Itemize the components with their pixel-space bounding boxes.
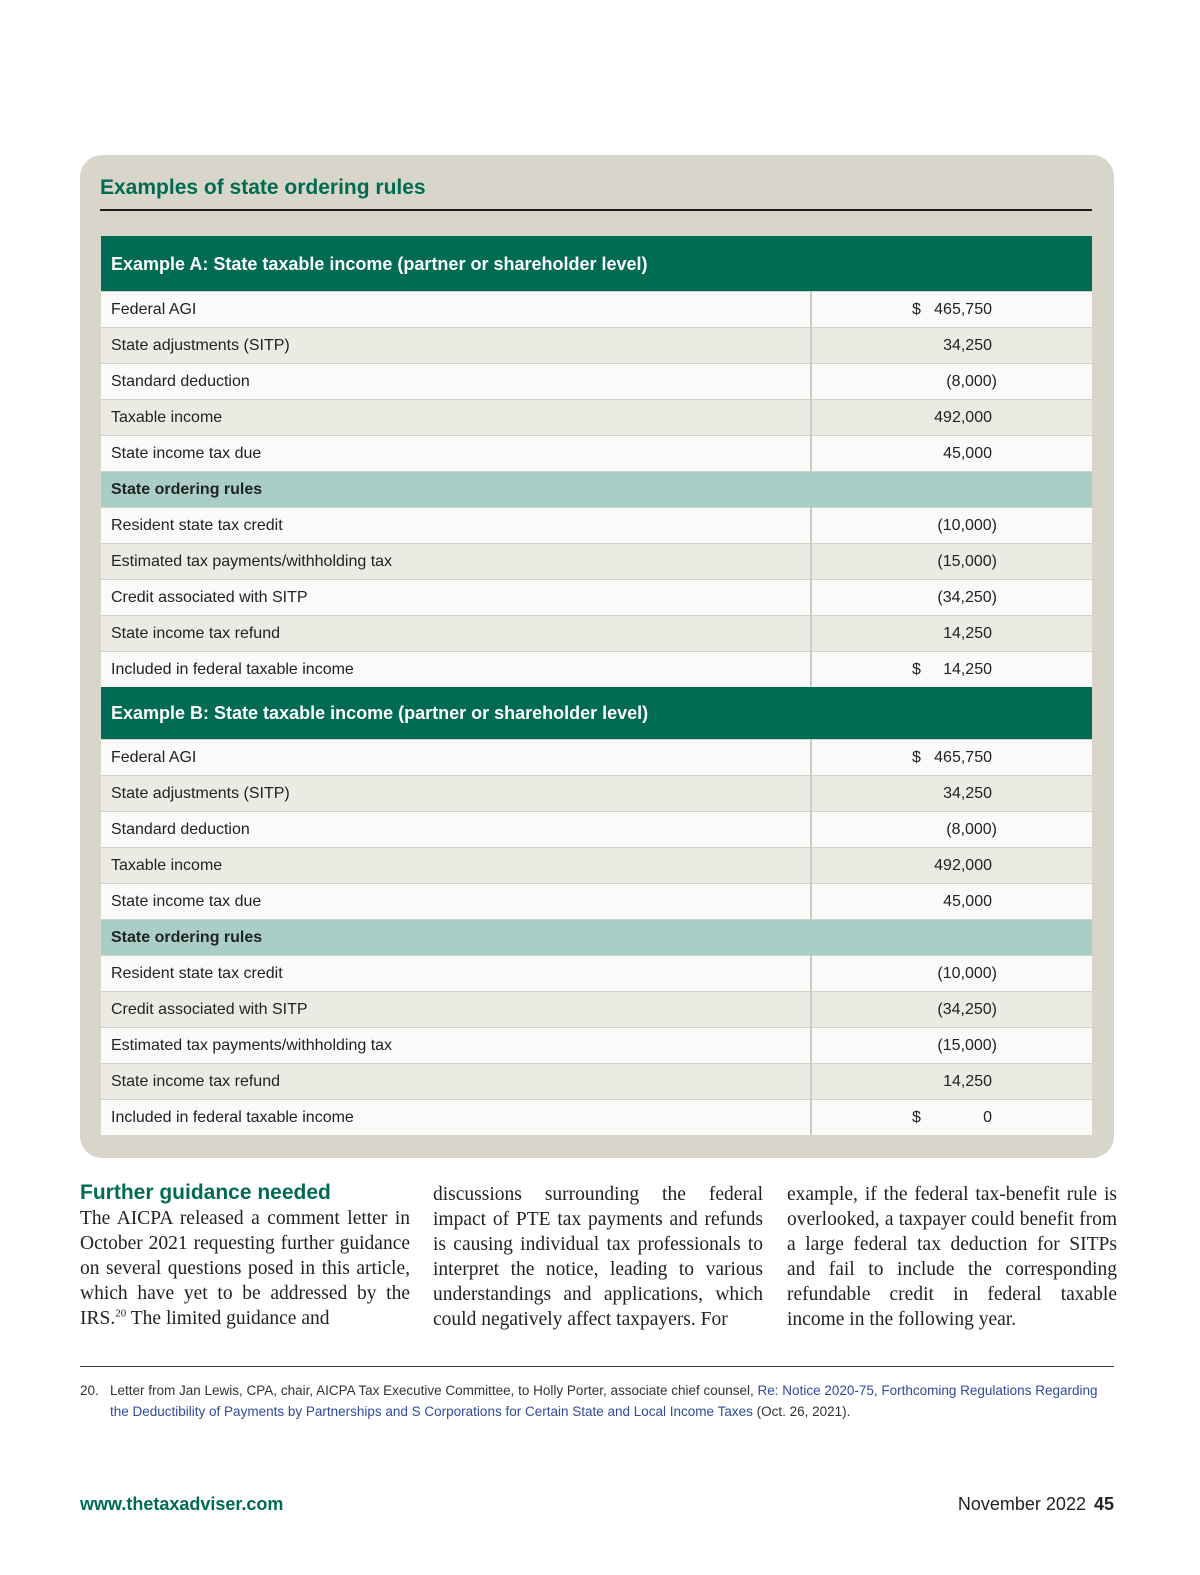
row-value-cell [811, 544, 1092, 580]
row-label: Resident state tax credit [101, 508, 811, 544]
table-row [101, 812, 1092, 848]
article-column-3 [787, 1182, 1117, 1332]
row-value-cell [811, 400, 1092, 436]
table-row [101, 400, 1092, 436]
row-value: (15,000) [937, 552, 997, 570]
page-number: 45 [1093, 1494, 1114, 1514]
table-row [101, 956, 1092, 992]
row-value-cell [811, 328, 1092, 364]
col1-tail: The limited guidance and [126, 1308, 330, 1329]
row-label: Included in federal taxable income [101, 652, 811, 688]
row-value: 14,250 [943, 660, 992, 678]
table-row [101, 848, 1092, 884]
footnote-rule [80, 1366, 1114, 1367]
article-column-1 [80, 1180, 410, 1331]
table-row [101, 776, 1092, 812]
table-subheader: State ordering rules [101, 920, 1092, 956]
table-header: Example A: State taxable income (partner or shareholder level) [101, 236, 1092, 292]
row-value: 45,000 [943, 892, 992, 910]
table-row [101, 884, 1092, 920]
footer-date: November 2022 [957, 1494, 1086, 1514]
row-value-cell [811, 616, 1092, 652]
article-paragraph-2: discussions surrounding the federal impact of PTE tax payments and refunds is causing individual tax professionals to interpret the notice, leading to various understandings and applications, which could negatively affect taxpayers. For [433, 1184, 763, 1330]
table-row [101, 292, 1092, 328]
table-row [101, 1064, 1092, 1100]
table-row [101, 580, 1092, 616]
dollar-sign: $ [912, 300, 921, 318]
row-label: Credit associated with SITP [101, 992, 811, 1028]
col1-text: The AICPA released a comment letter in October 2021 requesting further guidance on several questions posed in this article, which have yet to be addressed by the IRS. [80, 1208, 410, 1329]
table-row [101, 436, 1092, 472]
row-label: Taxable income [101, 400, 811, 436]
row-value-cell [811, 652, 1092, 688]
article-paragraph-1 [80, 1206, 410, 1331]
footer-url[interactable]: www.thetaxadviser.com [80, 1494, 284, 1514]
row-label: Estimated tax payments/withholding tax [101, 544, 811, 580]
row-label: Included in federal taxable income [101, 1100, 811, 1136]
row-value-cell [811, 740, 1092, 776]
row-label: Credit associated with SITP [101, 580, 811, 616]
row-value-cell [811, 812, 1092, 848]
row-value: (10,000) [937, 964, 997, 982]
row-label: State adjustments (SITP) [101, 328, 811, 364]
row-label: Standard deduction [101, 812, 811, 848]
row-value: 492,000 [934, 408, 992, 426]
row-label: State income tax due [101, 884, 811, 920]
row-label: State income tax refund [101, 616, 811, 652]
row-value-cell [811, 848, 1092, 884]
row-label: Standard deduction [101, 364, 811, 400]
row-value: 14,250 [943, 624, 992, 642]
row-value: 492,000 [934, 856, 992, 874]
row-value: (8,000) [946, 820, 997, 838]
box-title: Examples of state ordering rules [100, 176, 426, 199]
row-label: Resident state tax credit [101, 956, 811, 992]
row-label: Taxable income [101, 848, 811, 884]
row-label: Federal AGI [101, 292, 811, 328]
row-value-cell [811, 1028, 1092, 1064]
table-row [101, 364, 1092, 400]
row-value-cell [811, 292, 1092, 328]
footnote-body [110, 1380, 1110, 1422]
row-value: 14,250 [943, 1072, 992, 1090]
example-a-header-row [101, 236, 1092, 292]
row-value: 34,250 [943, 784, 992, 802]
footnote-link[interactable]: Re: Notice 2020-75, Forthcoming Regulations Regarding the Deductibility of Payments by Partnerships and S Corporations for Certain State and Local Income Taxes [110, 1383, 1098, 1419]
dollar-sign: $ [912, 660, 921, 678]
table-row [101, 652, 1092, 688]
row-value: (34,250) [937, 1000, 997, 1018]
row-value: (34,250) [937, 588, 997, 606]
footnote-text-after: (Oct. 26, 2021). [752, 1404, 851, 1419]
row-label: Estimated tax payments/withholding tax [101, 1028, 811, 1064]
table-row [101, 1028, 1092, 1064]
row-label: Federal AGI [101, 740, 811, 776]
row-value-cell [811, 992, 1092, 1028]
table-row [101, 328, 1092, 364]
table-row [101, 740, 1092, 776]
subheader-row [101, 920, 1092, 956]
dollar-sign: $ [912, 1108, 921, 1126]
row-value: (8,000) [946, 372, 997, 390]
row-value: 465,750 [934, 748, 992, 766]
row-value-cell [811, 1100, 1092, 1136]
table-subheader: State ordering rules [101, 472, 1092, 508]
footer-date-block [958, 1494, 1114, 1515]
row-label: State adjustments (SITP) [101, 776, 811, 812]
row-value: (10,000) [937, 516, 997, 534]
title-rule [100, 209, 1092, 211]
footnote-number: 20. [80, 1383, 99, 1398]
row-value: 34,250 [943, 336, 992, 354]
table-row [101, 544, 1092, 580]
row-value: 465,750 [934, 300, 992, 318]
row-label: State income tax due [101, 436, 811, 472]
article-paragraph-3: example, if the federal tax-benefit rule is overlooked, a taxpayer could benefit from a large federal tax deduction for SITPs and fail to include the corresponding refundable credit in federal taxable income in the following year. [787, 1184, 1117, 1330]
section-heading: Further guidance needed [80, 1181, 331, 1204]
row-value-cell [811, 508, 1092, 544]
footnote [80, 1380, 1110, 1422]
table-row [101, 508, 1092, 544]
example-b-header-row [101, 687, 1092, 740]
row-value: (15,000) [937, 1036, 997, 1054]
table-row [101, 1100, 1092, 1136]
row-value-cell [811, 364, 1092, 400]
table-row [101, 616, 1092, 652]
row-value-cell [811, 776, 1092, 812]
row-value: 45,000 [943, 444, 992, 462]
row-value-cell [811, 1064, 1092, 1100]
subheader-row [101, 472, 1092, 508]
row-value-cell [811, 956, 1092, 992]
row-value: 0 [983, 1108, 992, 1126]
article-column-2 [433, 1182, 763, 1332]
row-value-cell [811, 884, 1092, 920]
row-label: State income tax refund [101, 1064, 811, 1100]
footnote-text-before: Letter from Jan Lewis, CPA, chair, AICPA Tax Executive Committee, to Holly Porter, associate chief counsel, [110, 1383, 758, 1398]
row-value-cell [811, 580, 1092, 616]
footnote-ref[interactable]: 20 [115, 1307, 127, 1320]
row-value-cell [811, 436, 1092, 472]
table-header: Example B: State taxable income (partner or shareholder level) [101, 687, 1092, 740]
dollar-sign: $ [912, 748, 921, 766]
table-row [101, 992, 1092, 1028]
ordering-rules-table [101, 236, 1092, 1135]
